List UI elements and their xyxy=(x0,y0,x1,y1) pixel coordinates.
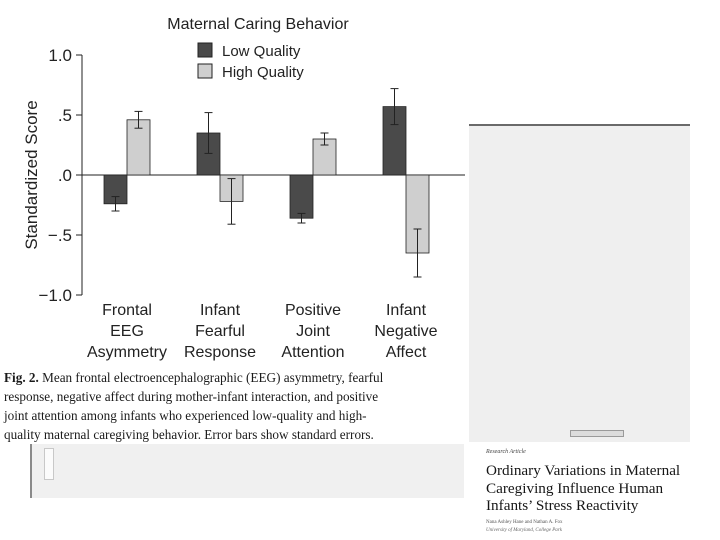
blank-page-panel xyxy=(469,124,690,442)
y-tick-label: .5 xyxy=(57,106,72,125)
article-title-line: Ordinary Variations in Maternal xyxy=(486,462,681,479)
legend-label-low-quality: Low Quality xyxy=(222,43,301,60)
article-type: Research Article xyxy=(486,449,526,455)
category-label-line: Frontal xyxy=(102,302,152,319)
bars xyxy=(104,89,429,277)
article-affiliation: University of Maryland, College Park xyxy=(486,528,562,533)
figure-caption xyxy=(4,368,462,444)
legend xyxy=(198,43,304,81)
category-labels xyxy=(87,302,438,361)
journal-banner xyxy=(570,430,624,437)
category-label-line: Attention xyxy=(281,344,345,361)
category-label-line: EEG xyxy=(110,323,144,340)
y-axis-label: Standardized Score xyxy=(22,100,41,250)
category-label-line: Affect xyxy=(385,344,427,361)
caption-label: Fig. 2. xyxy=(4,370,39,385)
bar-low-quality xyxy=(290,175,313,218)
legend-swatch-low-quality xyxy=(198,43,212,57)
category-label-line: Response xyxy=(183,344,257,361)
category-label xyxy=(281,302,344,361)
category-label xyxy=(374,302,437,361)
y-tick-label: −.5 xyxy=(47,226,72,245)
category-label-line: Joint xyxy=(296,323,330,340)
category-label xyxy=(184,302,256,361)
caption-line: response, negative affect during mother-infant interaction, and positive xyxy=(4,389,379,404)
scanned-page-strip xyxy=(30,444,464,498)
y-tick-label: .0 xyxy=(57,166,72,185)
page-mark xyxy=(44,448,54,480)
category-label-line: Fearful xyxy=(195,323,245,340)
category-label-line: Infant xyxy=(385,302,427,319)
category-label-line: Negative xyxy=(374,323,438,340)
chart-title: Maternal Caring Behavior xyxy=(167,16,349,33)
legend-swatch-high-quality xyxy=(198,64,212,78)
y-tick-label: −1.0 xyxy=(38,286,72,305)
y-axis-ticks xyxy=(38,46,82,305)
category-label-line: Positive xyxy=(284,302,342,319)
caption-line: Mean frontal electroencephalographic (EEG) asymmetry, fearful xyxy=(42,370,384,385)
article-authors: Nana Ashley Hane and Nathan A. Fox xyxy=(486,520,563,525)
caption-line: joint attention among infants who experienced low-quality and high- xyxy=(4,408,367,423)
category-label xyxy=(87,302,167,361)
legend-label-high-quality: High Quality xyxy=(222,64,304,81)
y-tick-label: 1.0 xyxy=(48,46,72,65)
caption-line: quality maternal caregiving behavior. Error bars show standard errors. xyxy=(4,427,374,442)
article-title-line: Infants’ Stress Reactivity xyxy=(486,497,639,514)
article-title xyxy=(486,462,720,515)
article-title-line: Caregiving Influence Human xyxy=(486,479,664,497)
category-label-line: Infant xyxy=(199,302,241,319)
category-label-line: Asymmetry xyxy=(87,344,167,361)
